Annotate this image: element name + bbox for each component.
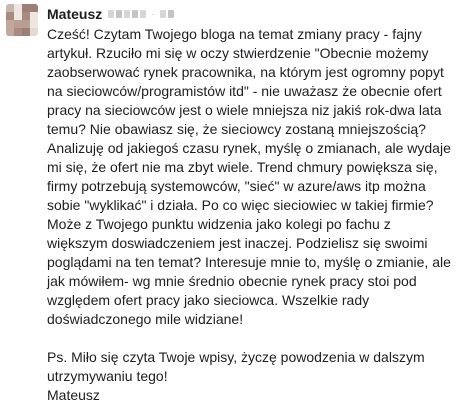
message-line: poglądami na ten temat? Interesuje mnie to, myślę o zmianie, ale bbox=[47, 254, 451, 270]
message-line: na sieciowców/programistów itd" - nie uważasz że obecnie ofert bbox=[47, 83, 442, 99]
message-signature: Mateusz bbox=[47, 387, 100, 403]
redacted-timestamp: · bbox=[108, 9, 173, 20]
message-line: większym doswiadczeniem jest inaczej. Podzielisz się swoimi bbox=[47, 235, 428, 251]
message-line: temu? Nie obawiasz się, że sieciowcy zostaną mniejszością? bbox=[47, 121, 426, 137]
message-line: zaobserwować rynek pracownika, na którym jest ogromny popyt bbox=[47, 64, 444, 80]
message-header bbox=[47, 4, 174, 24]
message-line: względem ofert pracy jako sieciowca. Wszelkie rady bbox=[47, 292, 370, 308]
message-line: Analizuję od jakiegoś czasu rynek, myślę o zmianach, ale wydaje bbox=[47, 140, 451, 156]
message-line: Cześć! Czytam Twojego bloga na temat zmiany pracy - fajny bbox=[47, 26, 422, 42]
avatar[interactable] bbox=[6, 4, 38, 36]
message-body bbox=[47, 25, 459, 405]
message-line: jak mówiłem- wg mnie średnio obecnie rynek pracy stoi pod bbox=[47, 273, 417, 289]
message-line: doświadczonego mile widziane! bbox=[47, 311, 244, 327]
message-line-blank bbox=[47, 329, 459, 348]
message-line: artykuł. Rzuciło mi się w oczy stwierdzenie "Obecnie możemy bbox=[47, 45, 429, 61]
message-line: sobie "wyklikać" i działa. Po co więc sieciowiec w takiej firmie? bbox=[47, 197, 434, 213]
message-line: Ps. Miło się czyta Twoje wpisy, życzę powodzenia w dalszym bbox=[47, 349, 425, 365]
message-line: pracy na sieciowców jest o wiele mniejsza niz jakiś rok-dwa lata bbox=[47, 102, 442, 118]
sender-name[interactable]: Mateusz bbox=[47, 6, 103, 22]
message-line: Może z Twojego punktu widzenia jako kolegi po fachu z bbox=[47, 216, 391, 232]
message-line: mi się, że ofert nie ma zbyt wiele. Trend chmury powiększa się, bbox=[47, 159, 438, 175]
message-line: firmy potrzebują systemowców, "sieć" w azure/aws itp można bbox=[47, 178, 426, 194]
message-line: utrzymywaniu tego! bbox=[47, 368, 168, 384]
